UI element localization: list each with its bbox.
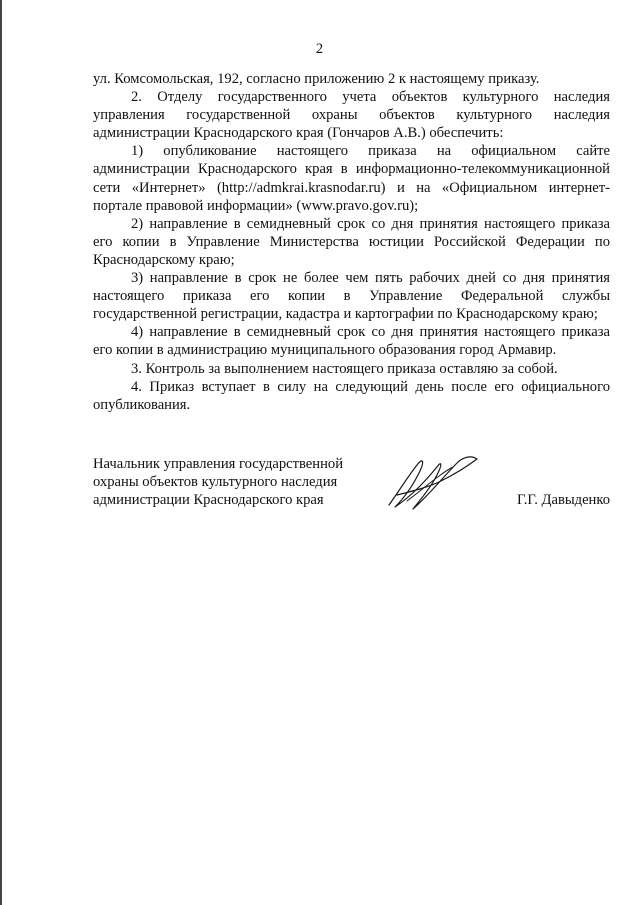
page-number: 2 xyxy=(315,41,324,57)
signatory-title xyxy=(93,455,373,509)
paragraph-address-continuation: ул. Комсомольская, 192, согласно приложению 2 к настоящему приказу. xyxy=(93,71,540,87)
signatory-title-line: администрации Краснодарского края xyxy=(93,492,324,509)
page-edge-line xyxy=(0,0,2,905)
document-body xyxy=(93,70,610,414)
paragraph-subitem-3: 3) направление в срок не более чем пять рабочих дней со дня принятия настоящего приказа его копии в Управление Федеральной службы государственной регистрации, кадастра и картографии по Краснодарскому краю; xyxy=(93,270,610,323)
paragraph-subitem-1: 1) опубликование настоящего приказа на официальном сайте администрации Краснодарского края в информационно-телекоммуникационной сети «Интернет» (http://admkrai.krasnodar.ru) и на «Официальном интернет-портале правовой информации» (www.pravo.gov.ru); xyxy=(93,143,610,214)
signature-block xyxy=(93,455,610,525)
signatory-title-line: охраны объектов культурного наследия xyxy=(93,474,338,491)
signatory-name: Г.Г. Давыденко xyxy=(516,492,610,508)
paragraph-item-4: 4. Приказ вступает в силу на следующий день после его официального опубликования. xyxy=(93,378,610,413)
paragraph-subitem-2: 2) направление в семидневный срок со дня принятия настоящего приказа его копии в Управление Министерства юстиции Российской Федерации по Краснодарскому краю; xyxy=(93,215,610,268)
paragraph-item-2: 2. Отделу государственного учета объектов культурного наследия управления государственной охраны объектов культурного наследия администрации Краснодарского края (Гончаров А.В.) обеспечить: xyxy=(93,89,610,142)
paragraph-subitem-4: 4) направление в семидневный срок со дня принятия настоящего приказа его копии в администрацию муниципального образования город Армавир. xyxy=(93,324,610,359)
signatory-title-line: Начальник управления государственной xyxy=(93,456,344,472)
paragraph-item-3: 3. Контроль за выполнением настоящего приказа оставляю за собой. xyxy=(131,360,558,377)
handwritten-signature xyxy=(383,451,483,513)
